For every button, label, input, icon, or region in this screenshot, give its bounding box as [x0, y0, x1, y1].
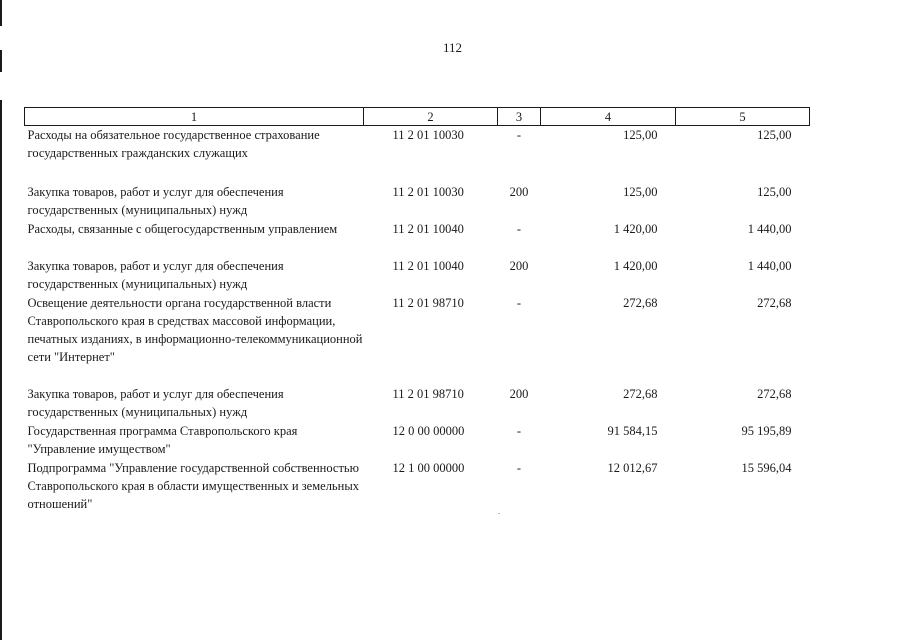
budget-table [24, 107, 810, 514]
row-amount-5: 272,68 [757, 295, 792, 310]
row-code: 11 2 01 98710 [392, 386, 464, 401]
row-amount-5: 125,00 [757, 184, 792, 199]
table-row [25, 220, 810, 257]
row-amount-4: 12 012,67 [607, 460, 658, 475]
row-code: 12 0 00 00000 [392, 423, 465, 438]
row-amount-4: 125,00 [623, 184, 658, 199]
row-type: - [516, 423, 522, 438]
row-code: 11 2 01 10030 [392, 184, 464, 199]
table-row [25, 126, 810, 183]
table-row [25, 385, 810, 422]
row-amount-5: 125,00 [757, 128, 792, 142]
row-type: - [516, 460, 522, 475]
row-name: Расходы, связанные с общегосударственным управлением [27, 221, 338, 236]
row-code: 11 2 01 10040 [392, 258, 464, 273]
row-amount-5: 1 440,00 [747, 258, 792, 273]
row-code: 11 2 01 10030 [392, 128, 464, 142]
table-header-row [25, 108, 810, 126]
column-header-2: 2 [364, 108, 498, 126]
row-type: 200 [509, 258, 529, 273]
row-amount-5: 15 596,04 [741, 460, 792, 475]
row-amount-4: 272,68 [623, 295, 658, 310]
column-header-3: 3 [498, 108, 541, 126]
row-amount-5: 1 440,00 [747, 221, 792, 236]
scan-speck [498, 513, 500, 514]
row-type: - [516, 221, 522, 236]
row-amount-5: 272,68 [757, 386, 792, 401]
row-type: 200 [509, 184, 529, 199]
row-code: 11 2 01 10040 [392, 221, 464, 236]
row-name: Подпрограмма "Управление государственной собственностью Ставропольского края в области имущественных и земельных отношений" [27, 460, 359, 511]
row-name: Расходы на обязательное государственное страхование государственных гражданских служащих [27, 128, 320, 160]
row-amount-4: 91 584,15 [607, 423, 658, 438]
row-amount-4: 1 420,00 [613, 221, 658, 236]
table-row [25, 183, 810, 220]
table-row [25, 294, 810, 385]
row-amount-4: 272,68 [623, 386, 658, 401]
column-header-4: 4 [541, 108, 676, 126]
row-name: Освещение деятельности органа государственной власти Ставропольского края в средствах массовой информации, печатных изданиях, в информационно-телекоммуникационной сети "Интернет" [27, 295, 363, 364]
page-number: 112 [442, 40, 463, 55]
row-name: Закупка товаров, работ и услуг для обеспечения государственных (муниципальных) нужд [27, 184, 284, 217]
scan-edge-mark-top [0, 0, 2, 26]
row-amount-4: 1 420,00 [613, 258, 658, 273]
row-amount-5: 95 195,89 [741, 423, 792, 438]
row-name: Закупка товаров, работ и услуг для обеспечения государственных (муниципальных) нужд [27, 386, 284, 419]
column-header-1: 1 [25, 108, 364, 126]
row-type: 200 [509, 386, 529, 401]
table-row [25, 459, 810, 514]
table-row [25, 422, 810, 459]
row-amount-4: 125,00 [623, 128, 658, 142]
column-header-5: 5 [676, 108, 810, 126]
row-code: 12 1 00 00000 [392, 460, 465, 475]
row-code: 11 2 01 98710 [392, 295, 464, 310]
row-type: - [516, 295, 522, 310]
row-name: Закупка товаров, работ и услуг для обеспечения государственных (муниципальных) нужд [27, 258, 284, 291]
row-type: - [516, 128, 522, 142]
table-row [25, 257, 810, 294]
row-name: Государственная программа Ставропольского края "Управление имуществом" [27, 423, 298, 456]
scan-edge-mark-lower [0, 100, 2, 640]
